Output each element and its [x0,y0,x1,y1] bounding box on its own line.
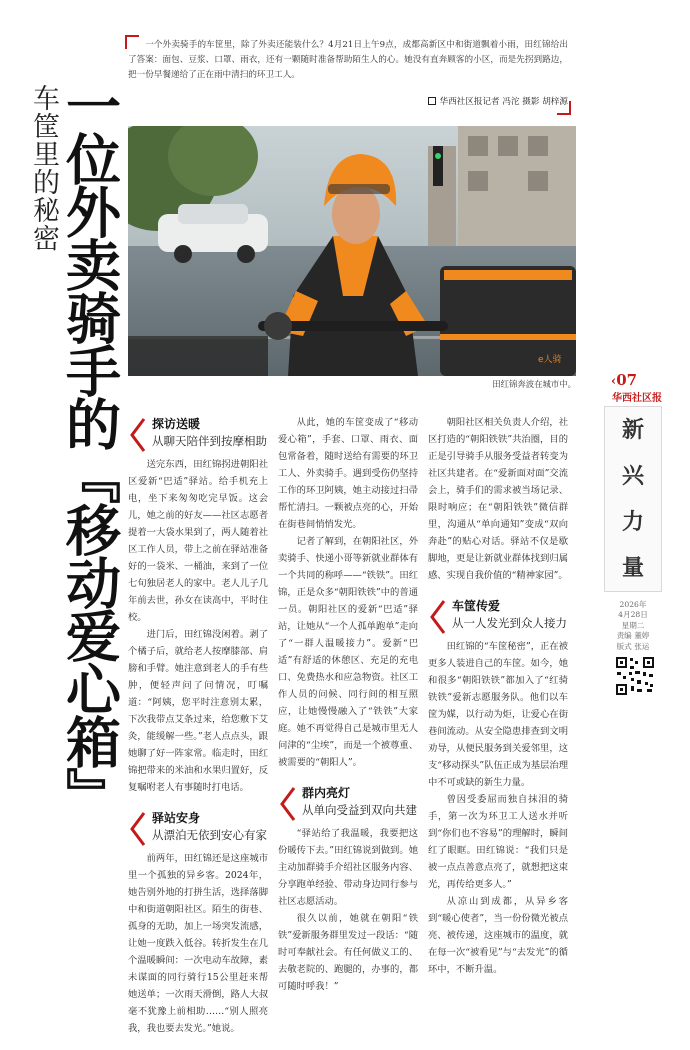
section-subtitle: 从聊天陪伴到按摩相助 [152,434,267,448]
main-photo [128,126,576,376]
issue-year: 2026年 [619,600,647,609]
paragraph: 从凉山到成都，从异乡客到“暖心使者”，当一份份微光被点亮、被传递，这座城市的温度，就在每一次“被看见”与“去发光”的循环中，不断升温。 [428,896,568,975]
qr-code-icon [615,656,655,696]
column-char: 新 [621,417,644,443]
column-char: 力 [621,509,644,535]
newspaper-brand: 华西社区报 [612,393,662,404]
chevron-icon [428,599,448,635]
paragraph: 送完东西，田红锦拐进朝阳社区爱新“巴适”驿站。给手机充上电，坐下来匆匆吃完早饭。这会儿，她之前的好友——社区志愿者提着一大袋水果到了，两人随着社区工作人员，带上之前在驿站准备好的一袋米、一桶油，来到了一位七旬独居老人的家中。老人儿子几年前去世，孙女在读高中，平时住校。 [128,459,268,623]
box-logo-text: e人骑 [538,355,562,365]
paragraph: 记者了解到，在朝阳社区，外卖骑手、快递小哥等新就业群体有一个共同的称呼——“铁铁”。田红锦，正是众多“朝阳铁铁”中的普通一员。朝阳社区的爱新“巴适”驿站，让她从“一个人孤单跑单”走向了“一群人温暖接力”。爱新“巴适”有舒适的休憩区、充足的充电口、免费热水和应急物资。社区工作人员的问候、同行间的相互照应，让她慢慢融入了“铁铁”大家庭。她不再觉得自己是城市里无人问津的“尘埃”，而是一个被尊重、被需要的“朝阳人”。 [278,536,418,768]
byline [428,95,568,110]
column-char: 兴 [621,463,644,489]
section-subtitle: 从一人发光到众人接力 [452,616,567,630]
section-heading [428,598,568,632]
designer-credit: 版式 张运 [616,641,650,651]
section-subtitle: 从单向受益到双向共建 [302,803,417,817]
section-column-tag [604,406,662,592]
chevron-icon [128,811,148,847]
chevron-icon [278,786,298,822]
paragraph: 朝阳社区相关负责人介绍，社区打造的“朝阳铁铁”共治圈，目的正是引导骑手从服务受益者转变为社区共建者。在“爱新面对面”交流会上，骑手们的需求被当场记录、限时响应；在“朝阳铁铁”微信群里，沟通从“单向通知”变成“双向奔赴”的贴心对话。驿站不仅是歇脚地，更是让新就业群体找到归属感、实现自我价值的“精神家园”。 [428,417,568,581]
chevron-icon [128,417,148,453]
section-subtitle: 从漂泊无依到安心有家 [152,828,267,842]
paragraph: 进门后，田红锦没闲着。剥了个橘子后，就给老人按摩膝部、肩膀和手臂。她注意到老人的手有些肿，便轻声问了问情况，叮嘱道：“阿姨，您平时注意别太累，下次我带点艾条过来，给您敷下艾灸，能缓解一些。”老人点点头，跟她聊了好一阵家常。临走时，田红锦把带来的米油和水果归置好，反复嘱咐老人有事随时打电话。 [128,629,268,793]
paragraph: 前两年，田红锦还是这座城市里一个孤独的异乡客。2024年，她告别外地的打拼生活，选择落脚中和街道朝阳社区。陌生的街巷、孤身的无助，加上一场突发流感，让她一度跌入低谷。转折发生在几个温暖瞬间：一次电动车故障，素未谋面的同行骑行15公里赶来帮她送单；一次雨天滑倒，路人大叔毫不犹豫上前相助……“别人照亮我，我也要去发光。”她说。 [128,853,268,1034]
paragraph: 很久以前，她就在朝阳“铁铁”爱新服务群里发过一段话：“随时可奉献社会。有任何做义工的、去敬老院的、跑腿的，办事的，都可随时呼我！” [278,913,418,992]
paragraph: 曾因受委屈而独自抹泪的骑手，第一次为环卫工人送水并听到“你们也不容易”的理解时，瞬间红了眼眶。田红锦说：“我们只是被一点点善意点亮了，就想把这束光，再传给更多人。” [428,794,568,890]
editor-credit: 责编 董婷 [616,631,650,641]
corner-bracket [125,35,139,49]
section-heading [278,785,418,819]
issue-date: 4月28日 [618,610,648,620]
paragraph: 田红锦的“车筐秘密”，正在被更多人装进自己的车筐。如今，她和很多“朝阳铁铁”都加入了“红骑铁铁”爱新志愿服务队。他们以车筐为媒，以行动为炬，让爱心在街巷间流动。从安全隐患排查到文明劝导，从便民服务到关爱邻里，这支“移动探头”队伍正成为基层治理中不可或缺的新生力量。 [428,641,568,788]
issue-weekday: 星期二 [621,620,645,630]
issue-meta [604,600,662,652]
section-title: 驿站安身 [152,811,201,825]
page-number: ‹07 [611,371,638,389]
paragraph: “驿站给了我温暖，我要把这份暖传下去。”田红锦说到做到。她主动加群骑手介绍社区服务内容、分享跑单经验、带动身边同行参与社区志愿活动。 [278,828,418,907]
section-title: 群内亮灯 [302,786,351,800]
section-title: 车筐传爱 [452,599,501,613]
section-heading [128,810,268,844]
rider-photo-illustration [128,126,576,376]
lead-box [128,38,568,112]
byline-text: 华西社区报记者 冯沱 摄影 胡梓源 [439,97,568,107]
article-column-1 [128,414,268,1037]
lead-text: 一个外卖骑手的车筐里，除了外卖还能装什么？4月21日上午9点，成都高新区中和街道飘着小雨，田红锦给出了答案：面包、豆浆、口罩、雨衣，还有一颗随时准备帮助陌生人的心。她没有直奔顾客的小区，而是先拐到路边，把一份早餐递给了正在雨中清扫的环卫工人。 [128,40,568,80]
headline-subtitle: 车筐里的秘密 [28,84,59,252]
section-heading [128,416,268,450]
paragraph: 从此，她的车筐变成了“移动爱心箱”，手套、口罩、雨衣、面包常备着，随时送给有需要的环卫工人、外卖骑手。遇到受伤仍坚持工作的环卫阿姨，她主动接过扫帚帮忙清扫。一颗被点亮的心，开始在街巷间悄悄发光。 [278,417,418,530]
square-icon [428,97,436,105]
column-char: 量 [621,555,644,581]
section-title: 探访送暖 [152,417,201,431]
article-column-2 [278,414,418,995]
article-column-3 [428,414,568,978]
photo-caption: 田红锦奔波在城市中。 [492,379,576,389]
headline-title: 一位外卖骑手的『移动爱心箱』 [57,78,121,820]
